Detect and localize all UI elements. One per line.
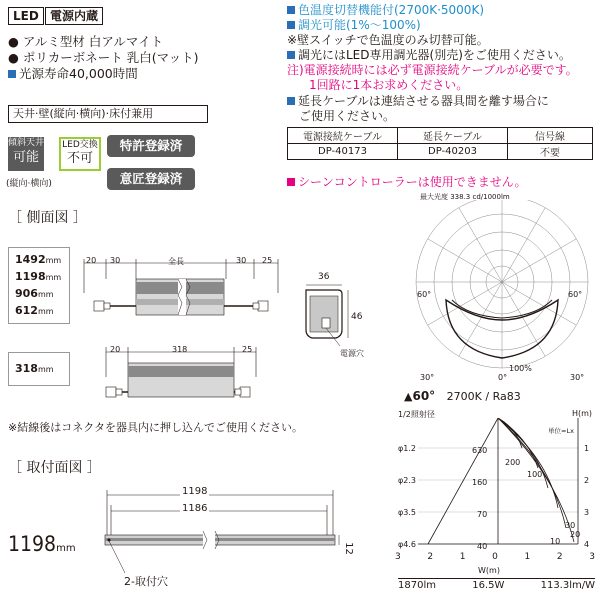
dim-top-30-right: 30 [236, 256, 247, 265]
h-tick-2: 2 [584, 476, 590, 485]
led-exchange-label: LED交換 [62, 140, 98, 150]
cable-header-power: 電源接続ケーブル [288, 128, 398, 144]
patent-tag: 特許登録済 [107, 135, 195, 157]
max-intensity: 最大光度 338.3 cd/1000lm [420, 193, 510, 201]
dim-top-20: 20 [86, 256, 97, 265]
length-318: 318mm [15, 362, 54, 375]
tilt-sub-text: (縦向·横向) [6, 179, 52, 189]
length-1198: 1198mm [15, 270, 62, 283]
mount-dim-1198: 1198 [182, 486, 208, 497]
mount-dim-1186: 1186 [182, 503, 208, 514]
side-view-title: ［ 側面図 ］ [8, 210, 87, 226]
power-hole-label: 電源穴 [340, 349, 364, 358]
dim-top-total: 全長 [168, 257, 184, 266]
length-318-box [8, 352, 70, 386]
mount-view-drawing [95, 485, 345, 575]
feature-aluminum: ● アルミ型材 白アルマイト [8, 34, 164, 49]
polar-angle-30-left: 30° [420, 373, 435, 382]
mount-type-box: 天井·壁(縦向·横向)·床付兼用 [8, 105, 208, 123]
dim-bottom-318: 318 [172, 345, 188, 354]
lux-30: 30 [565, 521, 576, 530]
mount-view-title: ［ 取付面図 ］ [8, 460, 101, 476]
side-view-drawing [78, 255, 293, 405]
lifetime-text: 光源寿命40,000時間 [19, 66, 138, 81]
feature-color-temp: 色温度切替機能付(2700K·5000K) [287, 2, 484, 18]
footer-efficacy: 113.3lm/W [540, 580, 595, 591]
feature-dimming: 調光可能(1%～100%) [287, 17, 421, 33]
illum-footer [398, 578, 595, 591]
phi-4-6: φ4.6 [398, 540, 416, 549]
bullet-square-icon [8, 70, 16, 78]
section-width: 36 [318, 272, 330, 282]
note-extension: 延長ケーブルは連結させる器具間を離す場合に [287, 93, 549, 109]
lux-200: 200 [505, 458, 521, 467]
w-axis-label: W(m) [478, 566, 500, 575]
polar-angle-60-left: 60° [417, 290, 432, 299]
note-extension-2: ご使用ください。 [299, 109, 396, 123]
feature-lifetime [8, 66, 138, 82]
note-power-cable-2: 1回路に1本お求めください。 [309, 78, 469, 92]
cable-table [287, 127, 593, 160]
note-dimmer: 調光にはLED専用調光器(別売)をご使用ください。 [287, 47, 571, 63]
led-exchange-value: 不可 [66, 151, 93, 166]
illum-chart [398, 418, 598, 553]
power-builtin-badge: 電源内蔵 [45, 7, 103, 25]
length-612: 612mm [15, 304, 54, 317]
lux-70: 70 [477, 510, 488, 519]
note-switch: ※壁スイッチで色温度のみ切替可能。 [287, 33, 489, 47]
polar-angle-30-right: 30° [570, 373, 585, 382]
tilt-label: 傾斜天井 [8, 138, 45, 148]
lux-20: 20 [570, 530, 581, 539]
mount-holes-label: 2-取付穴 [124, 575, 168, 588]
polar-100-percent: 100% [509, 364, 532, 373]
dim-bottom-25: 25 [242, 345, 253, 354]
cable-extension-code: DP-40203 [398, 144, 508, 160]
h-tick-3: 3 [584, 508, 590, 517]
polar-angle-60-right: 60° [568, 290, 583, 299]
lux-630: 630 [472, 446, 488, 455]
length-1492: 1492mm [15, 253, 62, 266]
h-tick-1: 1 [584, 444, 590, 453]
phi-1-2: φ1.2 [398, 444, 416, 453]
mount-length-label: 1198mm [8, 532, 76, 556]
tilt-value: 可能 [12, 150, 39, 165]
length-906: 906mm [15, 287, 54, 300]
cable-header-extension: 延長ケーブル [398, 128, 508, 144]
note-scene-controller: シーンコントローラーは使用できません。 [287, 174, 526, 190]
connector-note: ※結線後はコネクタを器具内に押し込んでご使用ください。 [8, 421, 303, 434]
dim-top-30-left: 30 [110, 256, 121, 265]
h-tick-4: 4 [584, 540, 590, 549]
w-axis-ticks: 3 2 1 0 1 2 3 [395, 552, 595, 562]
lux-10: 10 [550, 537, 561, 546]
lux-160: 160 [472, 478, 488, 487]
illum-half-label: 1/2照射径 [398, 410, 435, 419]
footer-watt: 16.5W [472, 580, 505, 591]
cross-section-drawing [298, 282, 358, 352]
dim-top-25: 25 [262, 256, 273, 265]
cable-power-code: DP-40173 [288, 144, 398, 160]
cable-signal-value: 不要 [508, 144, 593, 160]
led-exchange-box [59, 137, 101, 171]
note-power-cable: 注)電源接続時には必ず電源接続ケーブルが必要です。 [287, 63, 578, 77]
design-tag: 意匠登録済 [107, 168, 195, 190]
illum-header: ▲60° 2700K / Ra83 [404, 389, 521, 403]
feature-polycarbonate: ● ポリカーボネート 乳白(マット) [8, 50, 199, 65]
footer-lumen: 1870lm [398, 580, 436, 591]
cable-header-signal: 信号線 [508, 128, 593, 144]
triangle-icon: ▲ [404, 390, 413, 403]
polar-angle-0: 0° [498, 373, 508, 382]
lux-100: 100 [527, 470, 543, 479]
phi-3-5: φ3.5 [398, 508, 416, 517]
illum-h-label: H(m) [572, 409, 593, 418]
section-height: 46 [351, 312, 363, 322]
led-badge: LED [8, 7, 44, 25]
dim-bottom-20: 20 [110, 345, 121, 354]
length-list-box [8, 247, 70, 324]
tilt-ceiling-box [8, 137, 44, 171]
phi-2-3: φ2.3 [398, 476, 416, 485]
lux-40: 40 [477, 542, 488, 551]
illum-unit: 単位=Lx [548, 427, 574, 435]
mount-height-12: 12 [342, 542, 354, 555]
